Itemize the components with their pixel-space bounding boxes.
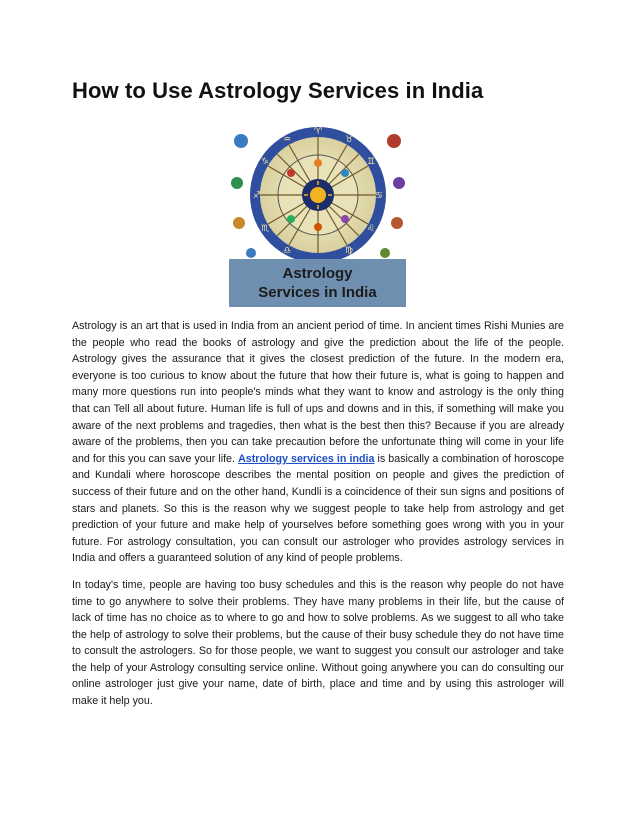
- astrology-services-link[interactable]: Astrology services in india: [238, 452, 375, 465]
- zodiac-sign-icon: ♒: [282, 135, 292, 145]
- virgo-figure-icon: [380, 248, 390, 258]
- zodiac-sign-icon: ♎: [282, 246, 292, 256]
- zodiac-wheel-image: [229, 123, 406, 307]
- aquarius-figure-icon: [234, 134, 248, 148]
- aries-figure-icon: [387, 134, 401, 148]
- planet-icon: [287, 215, 295, 223]
- zodiac-sign-icon: ♐: [252, 191, 262, 201]
- paragraph-1-text-continued: is basically a combination of horoscope and Kundali where horoscope describes the mental position on people and gives the prediction of success of their future and on the other hand, Kundli is a coincidence of their sun signs and positions of stars and planets. So this is the reason why we suggest people to take help from astrology and get prediction of your future and make help of yourselves before something goes wrong with you in your future. For astrology consultation, you can consult our astrologer who provides astrology services in India and offers a guaranteed solution of any kind of people problems.: [72, 452, 565, 565]
- leo-figure-icon: [391, 217, 403, 229]
- zodiac-sign-icon: ♉: [344, 135, 354, 145]
- planet-icon: [341, 169, 349, 177]
- page-title: How to Use Astrology Services in India: [72, 78, 484, 103]
- zodiac-sign-icon: ♈: [313, 127, 323, 137]
- zodiac-sign-icon: ♊: [366, 157, 376, 167]
- zodiac-sign-icon: ♌: [366, 224, 376, 234]
- pisces-figure-icon: [231, 177, 243, 189]
- scorpio-figure-icon: [393, 177, 405, 189]
- sun-icon: [310, 187, 326, 203]
- capricorn-figure-icon: [246, 248, 256, 258]
- zodiac-wheel-illustration: [229, 123, 406, 263]
- image-banner: [229, 259, 406, 307]
- banner-title: Astrology: [282, 265, 353, 282]
- paragraph-1: [72, 318, 564, 567]
- zodiac-sign-icon: ♑: [260, 157, 270, 167]
- paragraph-1-text: Astrology is an art that is used in India from an ancient period of time. In ancient times Rishi Munies are the people who read the books of astrology and give the prediction about the life of the people. Astrology gives the assurance that it gives the closest prediction of the future. In the modern era, everyone is too curious to know about the future that how their future is, what is going to happen and many more questions run into people's minds what they want to know and astrology is the only thing that can Tell all about future. Human life is full of ups and downs and in this, if something will make you aware of the next problems and tragedies, then what is the best then this? Because if you are already aware of the problems, then you can take precaution before the unfortunate thing will come in your life and for this you can save your life.: [72, 320, 564, 465]
- planet-icon: [314, 223, 322, 231]
- planet-icon: [287, 169, 295, 177]
- planet-icon: [341, 215, 349, 223]
- paragraph-2: In today's time, people are having too busy schedules and this is the reason why people do not have time to go anywhere to solve their problems. They have many problems in their life, but the cause of lack of time has no choice as to where to go and how to solve problems. As we suggest to all who take the help of astrology to solve their problems, but the cause of their busy schedule they do not have time to consult the astrologers. So for those people, we want to suggest you consult our astrologer and take the help of your Astrology consulting service online. Without going anywhere you can do consulting our online astrologer just give your name, date of birth, place and time and by using this astrologer will make it help you.: [72, 578, 564, 708]
- planet-icon: [314, 159, 322, 167]
- banner-subtitle: Services in India: [258, 284, 377, 301]
- article-body: [72, 318, 564, 720]
- zodiac-sign-icon: ♋: [374, 191, 384, 201]
- sagittarius-figure-icon: [233, 217, 245, 229]
- zodiac-sign-icon: ♏: [260, 224, 270, 234]
- zodiac-sign-icon: ♍: [344, 246, 354, 256]
